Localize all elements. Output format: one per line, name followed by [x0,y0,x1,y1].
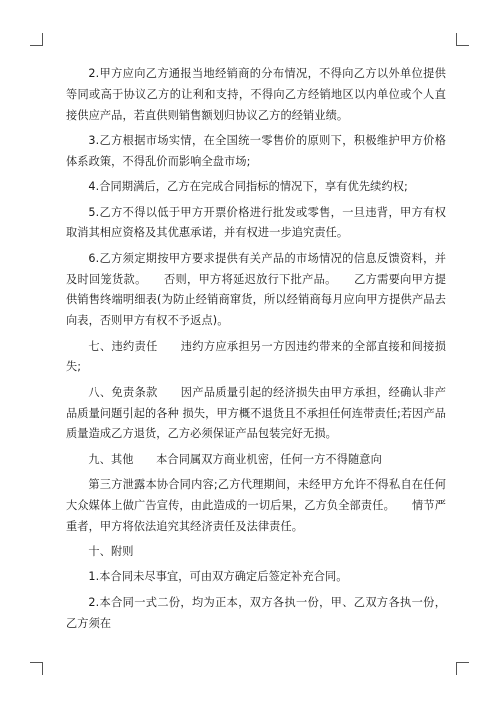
paragraph-annex-2: 2.本合同一式二份，均为正本，双方各执一份，甲、乙双方各执一份，乙方须在 [66,595,446,630]
document-body [66,64,446,634]
crop-mark-top-left [30,33,43,46]
crop-mark-bottom-left [30,662,43,675]
paragraph-section-7-liability: 七、违约责任 违约方应承担另一方因违约带来的全部直接和间接损失; [66,339,446,374]
paragraph-clause-5: 5.乙方不得以低于甲方开票价格进行批发或零售，一旦违背，甲方有权取消其相应资格及其优惠承诺，并有权进一步追究责任。 [66,205,446,240]
paragraph-section-9-other: 九、其他 本合同属双方商业机密，任何一方不得随意向 [88,452,382,466]
paragraph-annex-1: 1.本合同未尽事宜，可由双方确定后签定补充合同。 [88,570,348,584]
crop-mark-bottom-right [456,662,469,675]
paragraph-clause-4: 4.合同期满后，乙方在完成合同指标的情况下，享有优先续约权; [88,180,408,194]
paragraph-clause-2: 2.甲方应向乙方通报当地经销商的分布情况，不得向乙方以外单位提供等同或高于协议乙方的让利和支持，不得向乙方经销地区以内单位或个人直接供应产品，若直供则销售额划归协议乙方的经销业绩。 [66,67,446,122]
paragraph-clause-6: 6.乙方须定期按甲方要求提供有关产品的市场情况的信息反馈资料，并及时回笼货款。 否则，甲方将延迟放行下批产品。 乙方需要向甲方提供销售终端明细表(为防止经销商窜货，所以经销商每月应向甲方提供产品去向表，否则甲方有权不予返点)。 [66,251,446,328]
paragraph-section-8-exemption: 八、免责条款 因产品质量引起的经济损失由甲方承担，经确认非产品质量问题引起的各种 损失，甲方概不退货且不承担任何连带责任;若因产品质量造成乙方退货，乙方必须保证产品包装完好无损。 [66,385,447,441]
paragraph-section-10-heading: 十、附则 [88,545,134,559]
crop-mark-top-right [456,33,469,46]
paragraph-clause-3: 3.乙方根据市场实情，在全国统一零售价的原则下，积极维护甲方价格体系政策，不得乱价而影响全盘市场; [66,133,446,168]
paragraph-section-9-continued: 第三方泄露本协合同内容;乙方代理期间，未经甲方允许不得私自在任何大众媒体上做广告宣传，由此造成的一切后果，乙方负全部责任。 情节严重者，甲方将依法追究其经济责任及法律责任。 [66,478,446,533]
